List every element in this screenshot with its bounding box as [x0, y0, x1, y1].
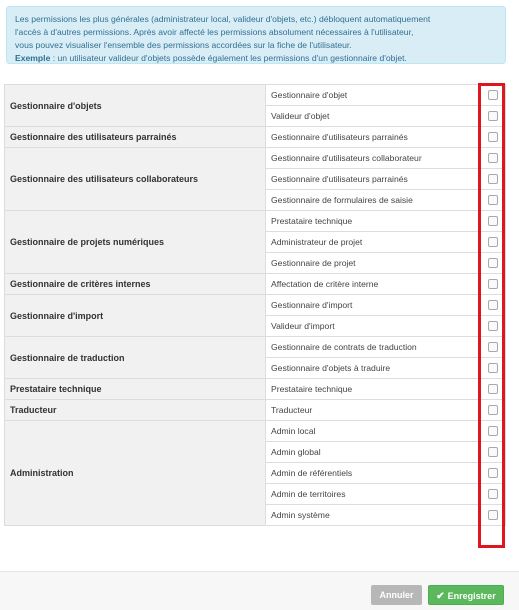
info-example	[15, 52, 497, 65]
cancel-label: Annuler	[379, 590, 414, 600]
checkbox-cell	[480, 106, 506, 127]
group-name: Gestionnaire de traduction	[5, 337, 266, 379]
permission-name: Admin de référentiels	[266, 463, 480, 484]
permission-checkbox[interactable]	[488, 342, 498, 352]
checkbox-cell	[480, 253, 506, 274]
permission-checkbox[interactable]	[488, 468, 498, 478]
permission-checkbox[interactable]	[488, 279, 498, 289]
checkbox-cell	[480, 211, 506, 232]
permission-checkbox[interactable]	[488, 405, 498, 415]
permission-name: Admin de territoires	[266, 484, 480, 505]
group-name: Gestionnaire des utilisateurs collaborateurs	[5, 148, 266, 211]
checkbox-cell	[480, 379, 506, 400]
permission-name: Gestionnaire d'utilisateurs collaborateur	[266, 148, 480, 169]
permission-name: Gestionnaire d'import	[266, 295, 480, 316]
checkbox-cell	[480, 442, 506, 463]
permission-name: Traducteur	[266, 400, 480, 421]
permission-checkbox[interactable]	[488, 510, 498, 520]
permission-checkbox[interactable]	[488, 153, 498, 163]
permissions-table	[4, 84, 506, 526]
checkbox-cell	[480, 421, 506, 442]
permission-checkbox[interactable]	[488, 363, 498, 373]
check-icon: ✔	[436, 591, 445, 602]
permission-name: Gestionnaire d'utilisateurs parrainés	[266, 169, 480, 190]
checkbox-cell	[480, 505, 506, 526]
permission-name: Gestionnaire d'utilisateurs parrainés	[266, 127, 480, 148]
group-name: Gestionnaire de projets numériques	[5, 211, 266, 274]
checkbox-cell	[480, 337, 506, 358]
permission-name: Gestionnaire de projet	[266, 253, 480, 274]
table-row	[5, 211, 506, 232]
permission-checkbox[interactable]	[488, 384, 498, 394]
checkbox-cell	[480, 85, 506, 106]
permission-checkbox[interactable]	[488, 174, 498, 184]
checkbox-cell	[480, 295, 506, 316]
checkbox-cell	[480, 358, 506, 379]
permission-name: Prestataire technique	[266, 379, 480, 400]
info-line-3: vous pouvez visualiser l'ensemble des permissions accordées sur la fiche de l'utilisateur.	[15, 40, 352, 50]
permission-checkbox[interactable]	[488, 132, 498, 142]
checkbox-cell	[480, 148, 506, 169]
group-name: Administration	[5, 421, 266, 526]
group-name: Gestionnaire de critères internes	[5, 274, 266, 295]
checkbox-cell	[480, 232, 506, 253]
permission-name: Gestionnaire de formulaires de saisie	[266, 190, 480, 211]
table-row	[5, 400, 506, 421]
permission-checkbox[interactable]	[488, 489, 498, 499]
permission-checkbox[interactable]	[488, 426, 498, 436]
save-label: Enregistrer	[447, 591, 496, 601]
permission-name: Affectation de critère interne	[266, 274, 480, 295]
info-line-2: l'accès à d'autres permissions. Après avoir affecté les permissions absolument nécessaires à l'utilisateur,	[15, 27, 414, 37]
info-line-1: Les permissions les plus générales (administrateur local, valideur d'objets, etc.) débloquent automatiquement	[15, 14, 431, 24]
permission-checkbox[interactable]	[488, 111, 498, 121]
permission-name: Admin système	[266, 505, 480, 526]
example-label: Exemple	[15, 53, 51, 63]
permission-name: Valideur d'import	[266, 316, 480, 337]
group-name: Gestionnaire des utilisateurs parrainés	[5, 127, 266, 148]
table-row	[5, 379, 506, 400]
permission-name: Admin global	[266, 442, 480, 463]
permission-checkbox[interactable]	[488, 90, 498, 100]
checkbox-cell	[480, 316, 506, 337]
table-row	[5, 421, 506, 442]
checkbox-cell	[480, 274, 506, 295]
group-name: Gestionnaire d'objets	[5, 85, 266, 127]
info-alert	[6, 6, 506, 64]
checkbox-cell	[480, 127, 506, 148]
group-name: Gestionnaire d'import	[5, 295, 266, 337]
example-text: : un utilisateur valideur d'objets possède également les permissions d'un gestionnaire d'objet.	[50, 53, 407, 63]
permission-name: Admin local	[266, 421, 480, 442]
permission-checkbox[interactable]	[488, 237, 498, 247]
permission-checkbox[interactable]	[488, 258, 498, 268]
table-row	[5, 85, 506, 106]
checkbox-cell	[480, 484, 506, 505]
permission-checkbox[interactable]	[488, 216, 498, 226]
table-row	[5, 337, 506, 358]
checkbox-cell	[480, 400, 506, 421]
checkbox-cell	[480, 190, 506, 211]
table-row	[5, 148, 506, 169]
group-name: Traducteur	[5, 400, 266, 421]
table-row	[5, 127, 506, 148]
save-button[interactable]	[428, 585, 504, 605]
permission-name: Gestionnaire d'objet	[266, 85, 480, 106]
checkbox-cell	[480, 169, 506, 190]
table-row	[5, 274, 506, 295]
permission-name: Prestataire technique	[266, 211, 480, 232]
permission-checkbox[interactable]	[488, 195, 498, 205]
permission-name: Gestionnaire d'objets à traduire	[266, 358, 480, 379]
permission-name: Gestionnaire de contrats de traduction	[266, 337, 480, 358]
cancel-button[interactable]	[371, 585, 422, 605]
group-name: Prestataire technique	[5, 379, 266, 400]
permission-checkbox[interactable]	[488, 300, 498, 310]
permission-checkbox[interactable]	[488, 447, 498, 457]
permission-name: Administrateur de projet	[266, 232, 480, 253]
table-row	[5, 295, 506, 316]
permission-name: Valideur d'objet	[266, 106, 480, 127]
permission-checkbox[interactable]	[488, 321, 498, 331]
checkbox-cell	[480, 463, 506, 484]
